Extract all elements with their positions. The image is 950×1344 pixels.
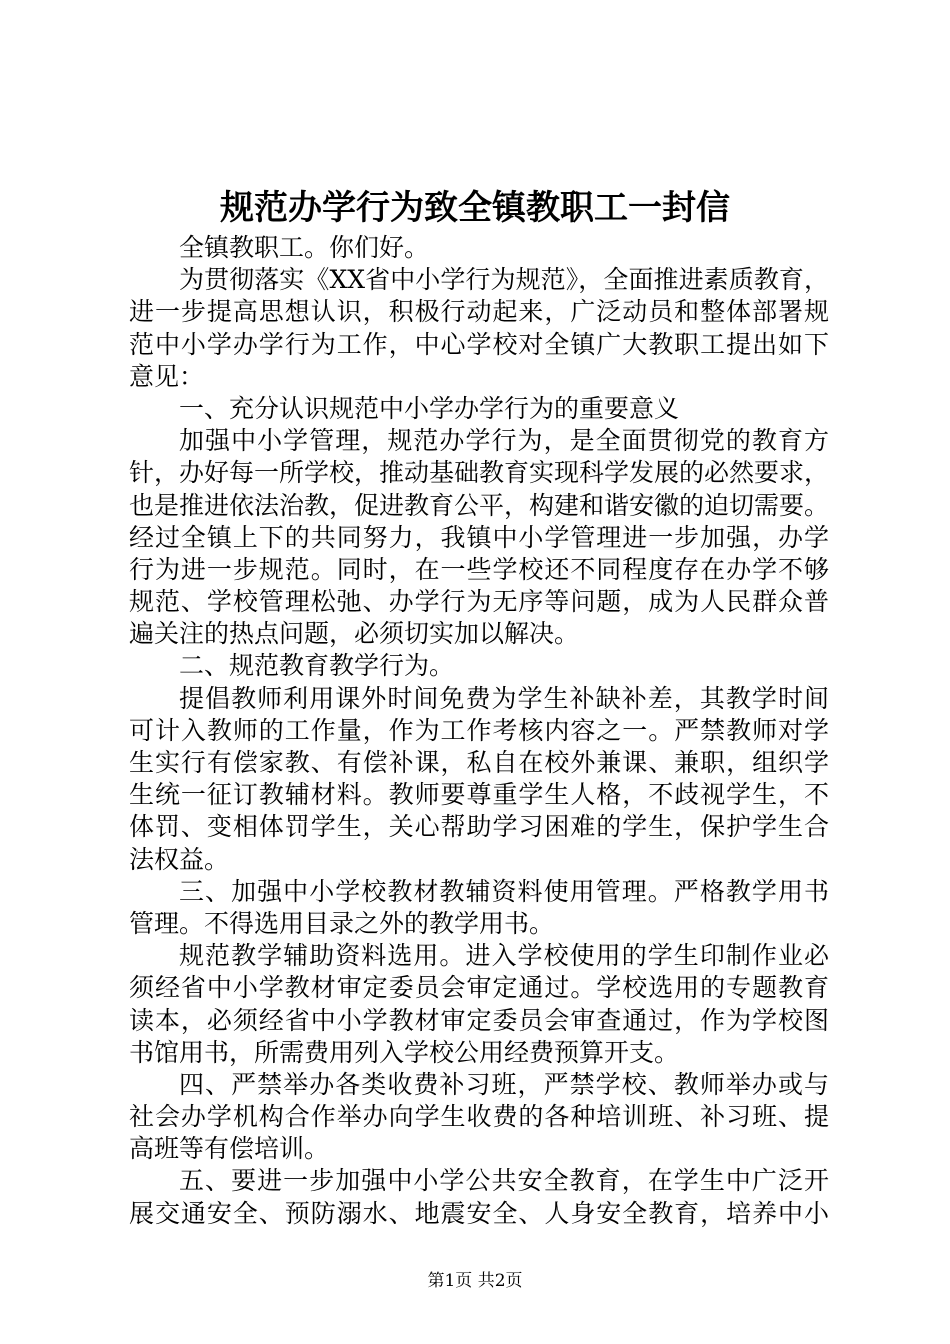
body-text-line: 须经省中小学教材审定委员会审定通过。学校选用的专题教育 [129,973,829,1003]
body-text-line: 书馆用书，所需费用列入学校公用经费预算开支。 [129,1037,680,1067]
body-text-line: 四、严禁举办各类收费补习班，严禁学校、教师举办或与 [179,1069,829,1099]
body-text-line: 展交通安全、预防溺水、地震安全、人身安全教育，培养中小 [129,1198,829,1228]
document-body [129,232,829,1230]
body-text-line: 体罚、变相体罚学生，关心帮助学习困难的学生，保护学生合 [129,812,829,842]
body-text-line: 高班等有偿培训。 [129,1134,330,1164]
body-text-line: 法权益。 [129,844,230,874]
body-text-line: 遍关注的热点问题，必须切实加以解决。 [129,619,580,649]
body-text-line: 规范教学辅助资料选用。进入学校使用的学生印制作业必 [179,941,829,971]
body-text-line: 范中小学办学行为工作，中心学校对全镇广大教职工提出如下 [129,329,829,359]
body-text-line: 三、加强中小学校教材教辅资料使用管理。严格教学用书 [179,876,829,906]
body-text-line: 行为进一步规范。同时，在一些学校还不同程度存在办学不够 [129,554,829,584]
body-text-line: 经过全镇上下的共同努力，我镇中小学管理进一步加强，办学 [129,522,829,552]
body-text-line: 意见： [129,361,205,391]
body-text-line: 加强中小学管理，规范办学行为，是全面贯彻党的教育方 [179,426,829,456]
body-text-line: 二、规范教育教学行为。 [179,651,455,681]
body-text-line: 读本，必须经省中小学教材审定委员会审查通过，作为学校图 [129,1005,829,1035]
body-text-line: 提倡教师利用课外时间免费为学生补缺补差，其教学时间 [179,683,829,713]
body-text-line: 生实行有偿家教、有偿补课，私自在校外兼课、兼职，组织学 [129,748,829,777]
body-text-line: 针，办好每一所学校，推动基础教育实现科学发展的必然要求， [129,458,830,488]
page-footer: 第1页 共2页 [427,1271,523,1291]
body-text-line: 为贯彻落实《XX省中小学行为规范》，全面推进素质教育， [179,265,829,295]
body-text-line: 社会办学机构合作举办向学生收费的各种培训班、补习班、提 [129,1102,829,1132]
body-text-line: 管理。不得选用目录之外的教学用书。 [129,908,555,938]
body-text-line: 进一步提高思想认识，积极行动起来，广泛动员和整体部署规 [129,297,829,327]
body-text-line: 五、要进一步加强中小学公共安全教育，在学生中广泛开 [179,1166,829,1196]
body-text-line: 一、充分认识规范中小学办学行为的重要意义 [179,393,680,423]
document-title: 规范办学行为致全镇教职工一封信 [220,188,730,228]
body-text-line: 生统一征订教辅材料。教师要尊重学生人格，不歧视学生，不 [129,780,829,810]
body-text-line: 可计入教师的工作量，作为工作考核内容之一。严禁教师对学 [129,715,829,745]
body-text-line: 全镇教职工。你们好。 [179,233,430,262]
body-text-line: 也是推进依法治教，促进教育公平，构建和谐安徽的迫切需要。 [129,490,830,520]
body-text-line: 规范、学校管理松弛、办学行为无序等问题，成为人民群众普 [129,587,829,617]
